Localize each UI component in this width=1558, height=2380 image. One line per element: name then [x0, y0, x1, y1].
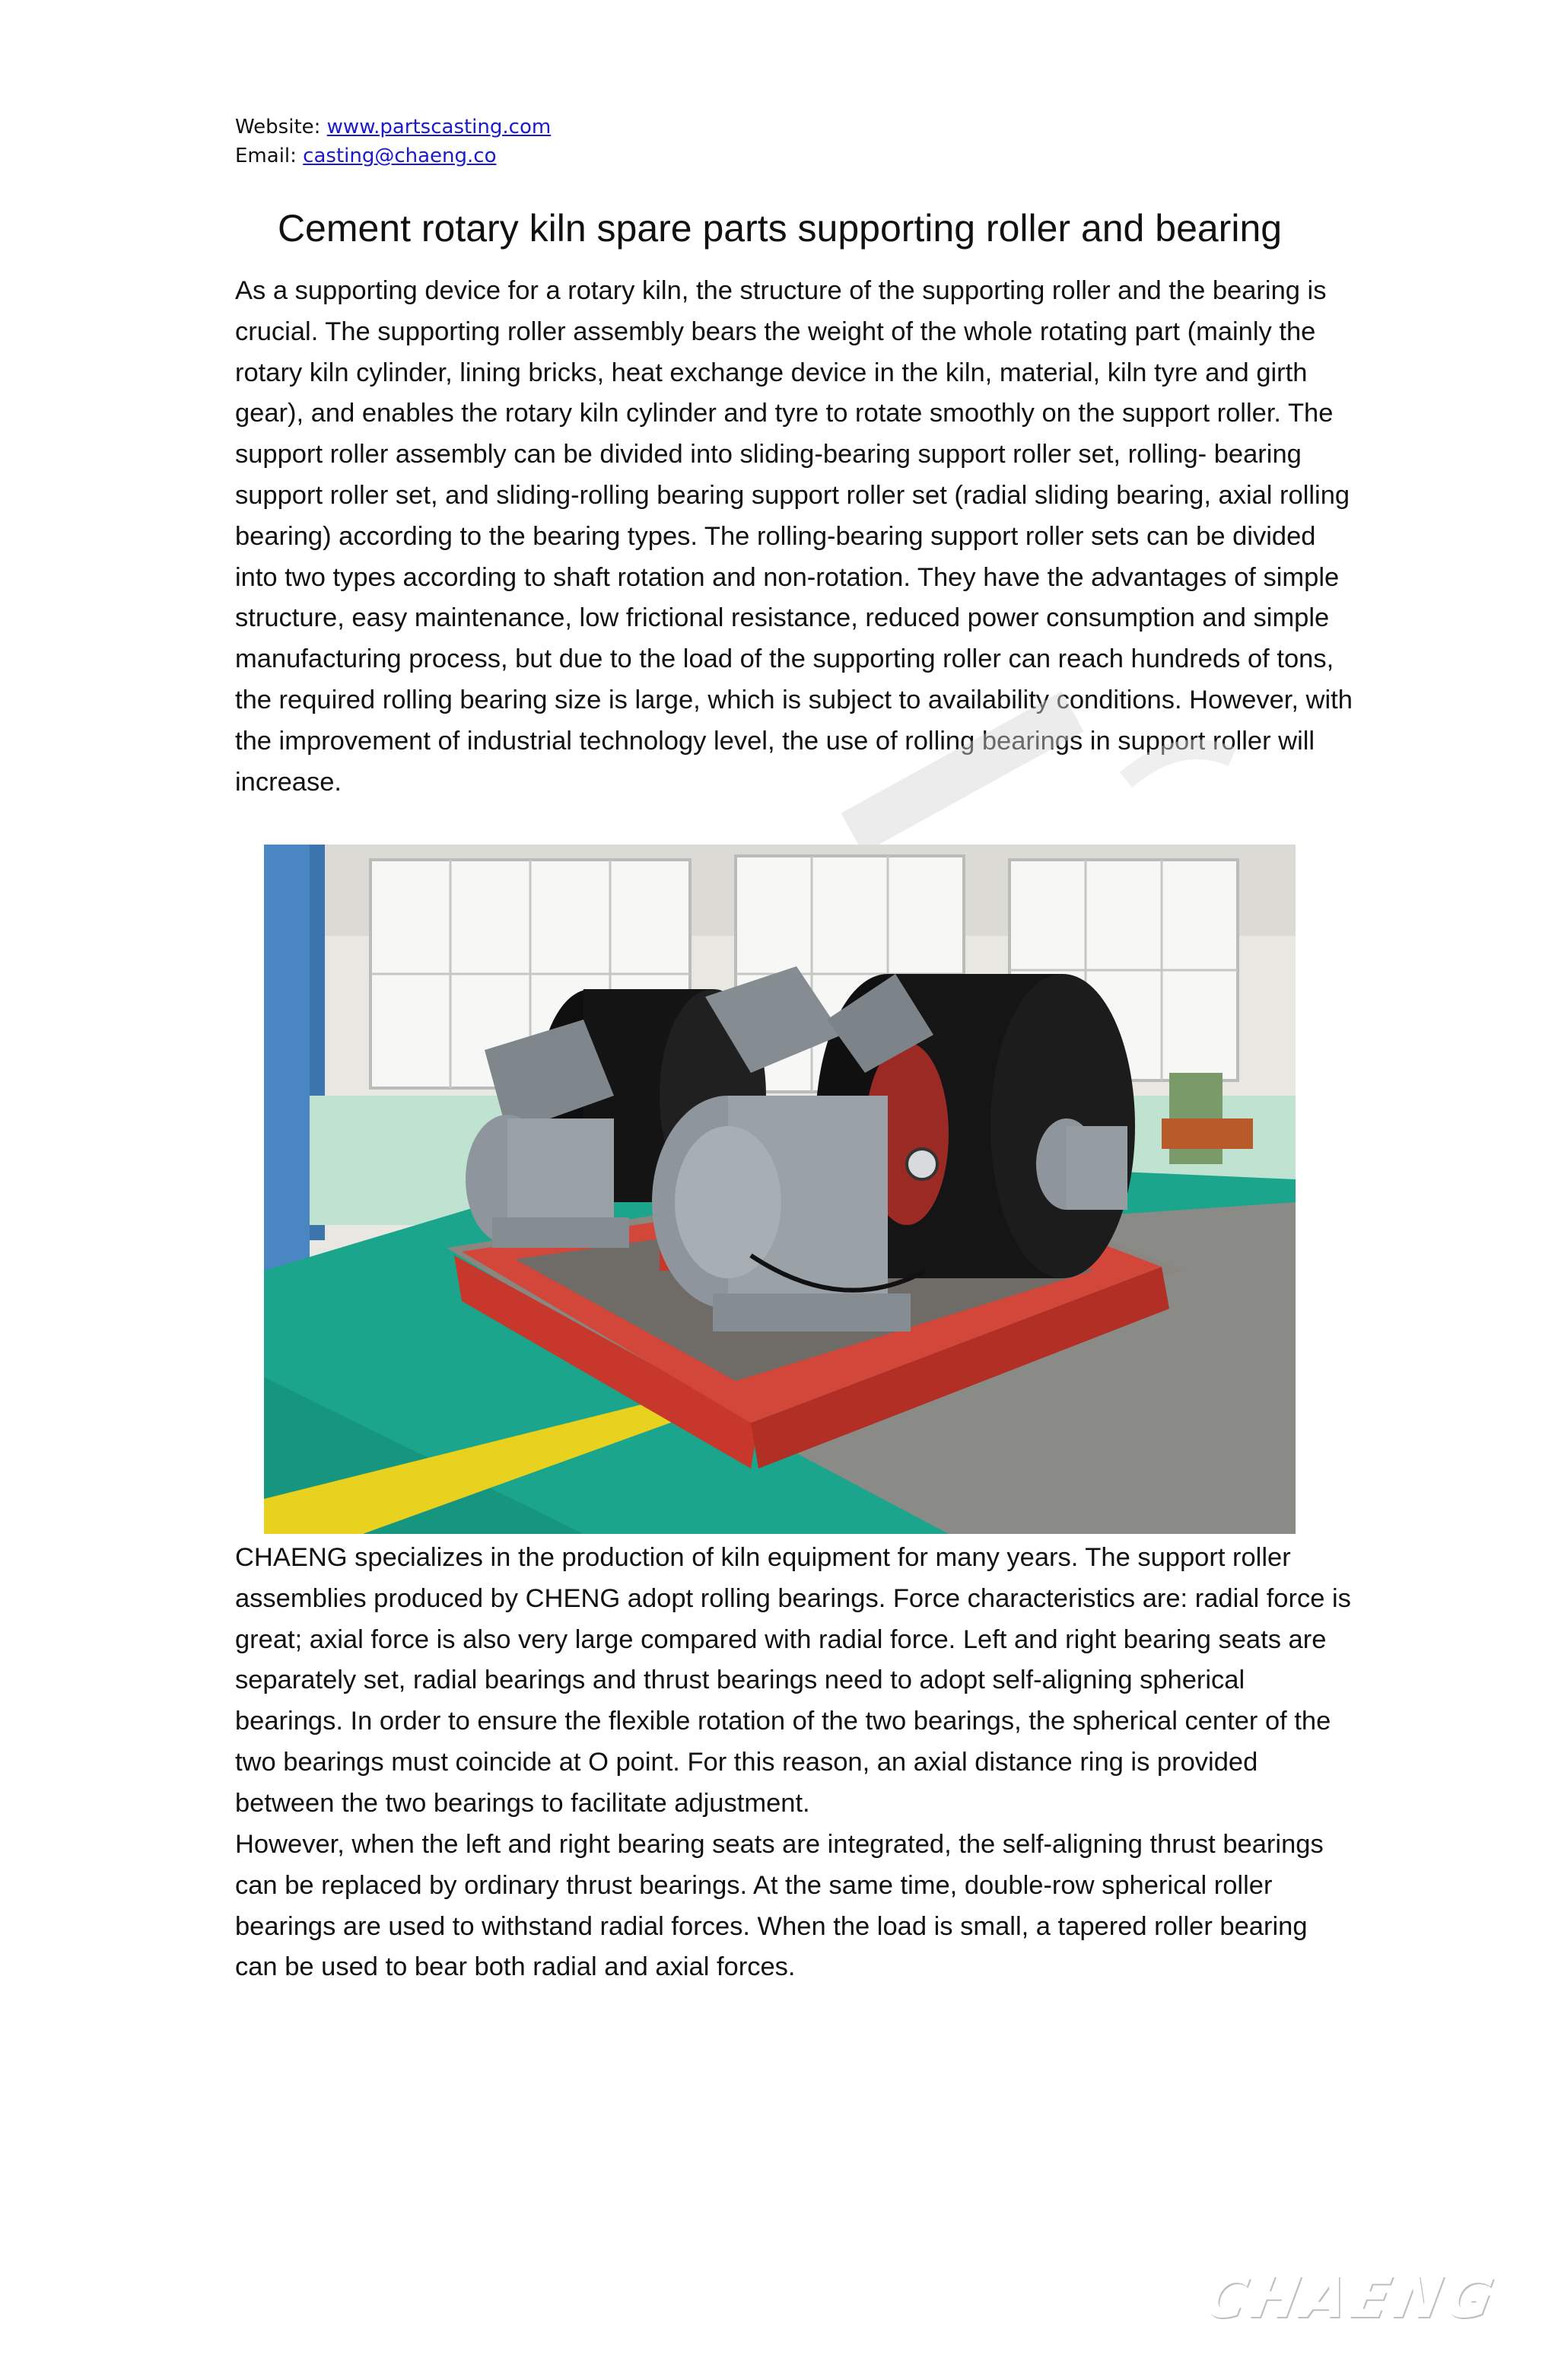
page-title: Cement rotary kiln spare parts supporting roller and bearing	[277, 207, 1283, 250]
website-label: Website:	[235, 116, 327, 138]
registered-mark: ®	[1534, 2263, 1552, 2288]
paragraph-intro: As a supporting device for a rotary kiln, the structure of the supporting roller and the bearing is crucial. The supporting roller assembly bears the weight of the whole rotating part (mainly the rotary kiln cylinder, lining bricks, heat exchange device in the kiln, material, kiln tyre and girth gear), and enables the rotary kiln cylinder and tyre to rotate smoothly on the support roller. The support roller assembly can be divided into sliding-bearing support roller set, rolling- bearing support roller set, and sliding-rolling bearing support roller set (radial sliding bearing, axial rolling bearing) according to the bearing types. The rolling-bearing support roller sets can be divided into two types according to shaft rotation and non-rotation. They have the advantages of simple structure, easy maintenance, low frictional resistance, reduced power consumption and simple manufacturing process, but due to the load of the supporting roller can reach hundreds of tons, the required rolling bearing size is large, which is subject to availability conditions. However, with the improvement of industrial technology level, the use of rolling bearings in support roller will increase.	[235, 276, 1353, 797]
logo-wordmark: CHAENG	[1200, 2265, 1503, 2331]
website-link[interactable]: www.partscasting.com	[326, 116, 552, 138]
contact-block	[235, 113, 551, 170]
email-label: Email:	[235, 145, 304, 167]
brand-logo	[1200, 2263, 1552, 2380]
paragraph-chaeng: CHAENG specializes in the production of kiln equipment for many years. The support roller assemblies produced by CHENG adopt rolling bearings. Force characteristics are: radial force is great; axial force is also very large compared with radial force. Left and right bearing seats are separately set, radial bearings and thrust bearings need to adopt self-aligning spherical bearings. In order to ensure the flexible rotation of the two bearings, the spherical center of the two bearings must coincide at O point. For this reason, an axial distance ring is provided between the two bearings to facilitate adjustment.	[235, 1543, 1351, 1818]
logo-tagline: GREAT-WALL STEEL CASTING	[1206, 2333, 1439, 2380]
email-link[interactable]: casting@chaeng.co	[303, 145, 497, 167]
email-line	[235, 142, 551, 170]
paragraph-integrated: However, when the left and right bearing seats are integrated, the self-aligning thrust bearings can be replaced by ordinary thrust bearings. At the same time, double-row spherical roller bearings are used to withstand radial forces. When the load is small, a tapered roller bearing can be used to bear both radial and axial forces.	[235, 1830, 1324, 1982]
support-roller-illustration	[264, 845, 1296, 1534]
website-line	[235, 113, 551, 142]
